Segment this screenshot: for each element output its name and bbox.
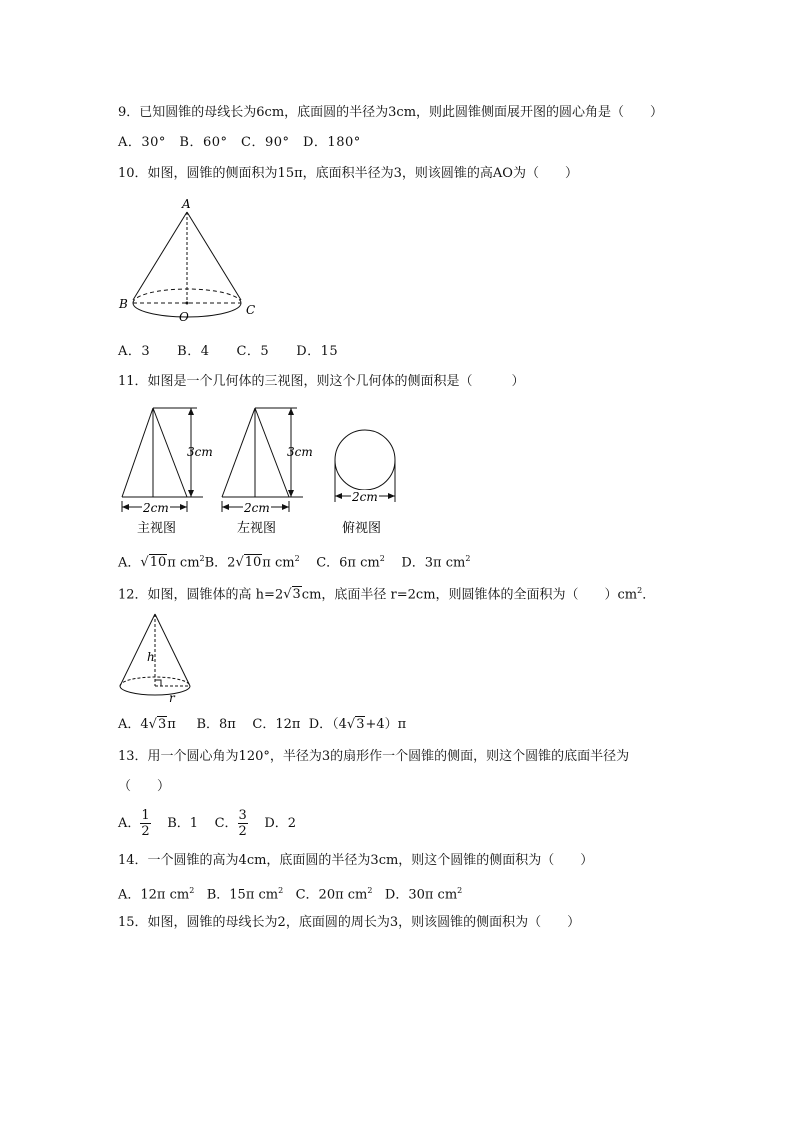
q12-option-a-radicand: 3: [157, 717, 167, 732]
top-view-width-label: 2cm: [352, 490, 378, 504]
q14-option-d: D．30π cm: [384, 887, 458, 903]
q11-option-d: D．3π cm: [401, 555, 466, 571]
q12-cone-figure: [115, 608, 200, 706]
q13-option-a-label: A．: [118, 816, 141, 831]
q12-option-c: C．12π: [252, 717, 301, 732]
q13-option-c-denominator: 2: [238, 824, 247, 839]
q10-label-a: A: [182, 197, 191, 211]
q11-option-a-root: √10: [140, 555, 167, 571]
q14-option-a-sup: 2: [189, 886, 195, 895]
q11-option-b-label: B．2: [204, 555, 236, 571]
front-view: [122, 408, 213, 536]
q12-option-a-pi: π: [167, 717, 176, 732]
left-view-width-label: 2cm: [244, 501, 270, 515]
q13-option-d: D．2: [264, 816, 297, 831]
q14-option-c: C．20π cm: [295, 887, 368, 903]
q14-options: [118, 882, 462, 904]
q10-label-o: O: [179, 310, 189, 324]
left-view-caption: 左视图: [237, 521, 277, 536]
q13-stem: 13．用一个圆心角为120°，半径为3的扇形作一个圆锥的侧面，则这个圆锥的底面半径为: [118, 749, 630, 764]
q11-option-d-sup: 2: [465, 554, 471, 563]
q11-option-a-sup: 2: [199, 554, 205, 563]
q11-option-c-sup: 2: [379, 554, 385, 563]
q12-stem-start: 12．如图，圆锥体的高 h=2: [118, 587, 284, 603]
left-view-height-label: 3cm: [287, 445, 313, 459]
q13-option-a-fraction: [140, 808, 150, 839]
q12-stem-middle: cm，底面半径 r=2cm，则圆锥体的全面积为（ ）cm: [301, 587, 638, 603]
q11-option-b-root: √10: [235, 555, 262, 571]
q11-option-b-unit: π cm: [262, 555, 295, 571]
top-view: [335, 430, 395, 536]
q9-options: A．30° B．60° C．90° D．180°: [118, 135, 361, 150]
q12-stem: [118, 582, 655, 604]
q12-option-a-root: √3: [148, 717, 167, 732]
q13-option-a-numerator: 1: [141, 808, 150, 823]
q11-option-b-radicand: 10: [244, 555, 262, 571]
q14-option-a: A．12π cm: [118, 887, 190, 903]
top-view-caption: 俯视图: [342, 521, 382, 536]
q12-option-d-root: √3: [346, 717, 365, 732]
q12-label-r: r: [169, 691, 175, 705]
q10-stem: 10．如图，圆锥的侧面积为15π，底面积半径为3，则该圆锥的高AO为（ ）: [118, 166, 578, 181]
q11-option-b-sup: 2: [294, 554, 300, 563]
q12-stem-root: √3: [283, 587, 301, 603]
q9-stem: 9．已知圆锥的母线长为6cm，底面圆的半径为3cm，则此圆锥侧面展开图的圆心角是（ ）: [118, 105, 664, 120]
q13-option-b: B．1: [167, 816, 199, 831]
q13-option-a-denominator: 2: [141, 824, 150, 839]
q14-option-c-sup: 2: [367, 886, 373, 895]
q13-paren: （ ）: [118, 779, 171, 794]
q12-option-b: B．8π: [196, 717, 236, 732]
q13-options: [118, 807, 296, 841]
q11-stem: 11．如图是一个几何体的三视图，则这个几何体的侧面积是（ ）: [118, 374, 525, 389]
q12-option-d-radicand: 3: [356, 717, 365, 732]
q13-option-c-numerator: 3: [238, 808, 247, 823]
q14-option-d-sup: 2: [457, 886, 463, 895]
q12-stem-end: ．: [642, 587, 656, 603]
q11-option-c: C．6π cm: [316, 555, 380, 571]
q11-option-a-unit: π cm: [167, 555, 200, 571]
q10-label-b: B: [119, 297, 128, 311]
q10-label-c: C: [246, 303, 256, 317]
left-view: [222, 408, 313, 536]
front-view-height-label: 3cm: [187, 445, 213, 459]
q15-stem: 15．如图，圆锥的母线长为2，底面圆的周长为3，则该圆锥的侧面积为（ ）: [118, 915, 581, 930]
q12-label-h: h: [147, 650, 155, 664]
q12-stem-sup: 2: [637, 586, 643, 595]
q12-option-d-rest: +4）π: [365, 717, 407, 732]
q10-options: A．3 B．4 C．5 D．15: [118, 344, 339, 359]
q12-options: [118, 716, 406, 734]
front-view-width-label: 2cm: [143, 501, 169, 515]
q11-three-views-figure: [115, 400, 415, 540]
q11-option-a-radicand: 10: [149, 555, 167, 571]
q14-option-b-sup: 2: [278, 886, 284, 895]
q11-options: [118, 550, 470, 572]
q12-option-d-label: D．（4: [308, 717, 347, 732]
q14-stem: 14．一个圆锥的高为4cm，底面圆的半径为3cm，则这个圆锥的侧面积为（ ）: [118, 853, 594, 868]
q12-stem-radicand: 3: [292, 587, 301, 603]
q13-option-c-label: C．: [214, 816, 238, 831]
q14-option-b: B．15π cm: [206, 887, 279, 903]
q10-cone-figure: [115, 195, 265, 327]
q12-option-a-label: A．4: [118, 717, 149, 732]
front-view-caption: 主视图: [137, 521, 177, 536]
q13-option-c-fraction: [238, 808, 248, 839]
q11-option-a-label: A．: [118, 555, 141, 571]
